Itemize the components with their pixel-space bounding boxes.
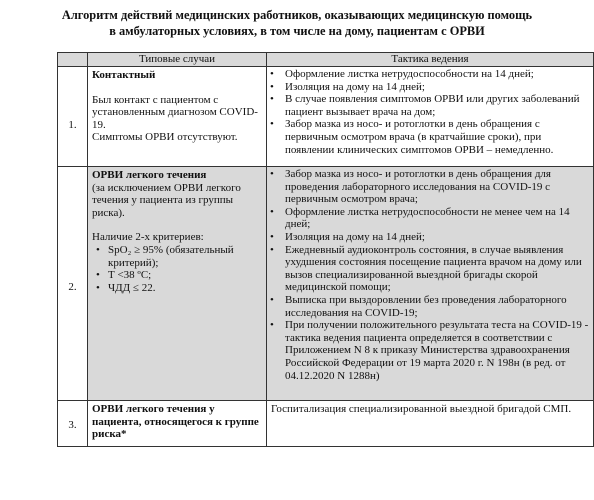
case-text-2: Симптомы ОРВИ отсутствуют. [92, 131, 238, 144]
table-row [58, 167, 594, 401]
list-item: • Изоляция на дому на 14 дней; [285, 231, 589, 244]
list-item: • Т <38 ºC; [108, 269, 262, 282]
table-header-row [58, 53, 594, 67]
list-item: • ЧДД ≤ 22. [108, 282, 262, 295]
list-item: • Изоляция на дому на 14 дней; [285, 81, 589, 94]
list-item: • Ежедневный аудиоконтроль состояния, в случае выявления ухудшения состояния посещение пациента врачом на дому или вызов специализированной выездной бригады скорой медицинской помощи; [285, 244, 589, 294]
list-item: • В случае появления симптомов ОРВИ или других заболеваний пациент вызывает врача на дом; [285, 93, 589, 118]
list-item: • При получении положительного результата теста на COVID-19 - тактика ведения пациента определяется в соответствии с Приложением N 8 к приказу Министерства здравоохранения Российской Федерации от 19 марта 2020 г. N 198н (в ред. от 04.12.2020 N 1288н) [285, 319, 589, 382]
title-line-1: Алгоритм действий медицинских работников, оказывающих медицинскую помощь [61, 8, 533, 22]
criteria-list [92, 244, 262, 294]
header-tactics: Тактика ведения [267, 53, 594, 67]
header-num-cell [58, 53, 88, 67]
list-item: • SpO₂ ≥ 95% (обязательный критерий); [108, 244, 262, 269]
row-number: 1. [58, 67, 88, 167]
list-item: • Оформление листка нетрудоспособности на 14 дней; [285, 68, 589, 81]
title-line-2: в амбулаторных условиях, в том числе на дому, пациентам с ОРВИ [109, 24, 485, 38]
table-row [58, 67, 594, 167]
document-title [0, 7, 594, 39]
tactics-cell [267, 167, 594, 401]
table-row [58, 401, 594, 447]
case-text: Был контакт с пациентом с установленным диагнозом COVID-19. [92, 93, 258, 131]
tactics-list [267, 67, 593, 158]
criteria-title: Наличие 2-х критериев: [92, 231, 204, 244]
case-title: ОРВИ легкого течения [92, 169, 207, 181]
tactics-cell [267, 401, 594, 447]
case-cell [88, 67, 267, 167]
case-text: (за исключением ОРВИ легкого течения у пациента из группы риска). [92, 181, 241, 219]
case-title: ОРВИ легкого течения у пациента, относящегося к группе риска* [92, 403, 259, 441]
list-item: • Оформление листка нетрудоспособности не менее чем на 14 дней; [285, 206, 589, 231]
algorithm-table [57, 52, 594, 447]
case-cell [88, 167, 267, 401]
list-item: • Выписка при выздоровлении без проведения лабораторного исследования на COVID-19; [285, 294, 589, 319]
case-cell [88, 401, 267, 447]
row-number: 3. [58, 401, 88, 447]
header-cases: Типовые случаи [88, 53, 267, 67]
case-title: Контактный [92, 69, 156, 81]
tactics-cell [267, 67, 594, 167]
row-number: 2. [58, 167, 88, 401]
list-item: • Забор мазка из носо- и ротоглотки в день обращения для проведения лабораторного исследования на COVID-19 с первичным осмотром врача; [285, 168, 589, 206]
tactic-text: Госпитализация специализированной выездной бригадой СМП. [271, 403, 572, 415]
tactics-list [267, 167, 593, 384]
list-item: • Забор мазка из носо- и ротоглотки в день обращения с первичным осмотром врача (в кратчайшие сроки), при появлении клинических симптомов ОРВИ – немедленно. [285, 118, 589, 156]
